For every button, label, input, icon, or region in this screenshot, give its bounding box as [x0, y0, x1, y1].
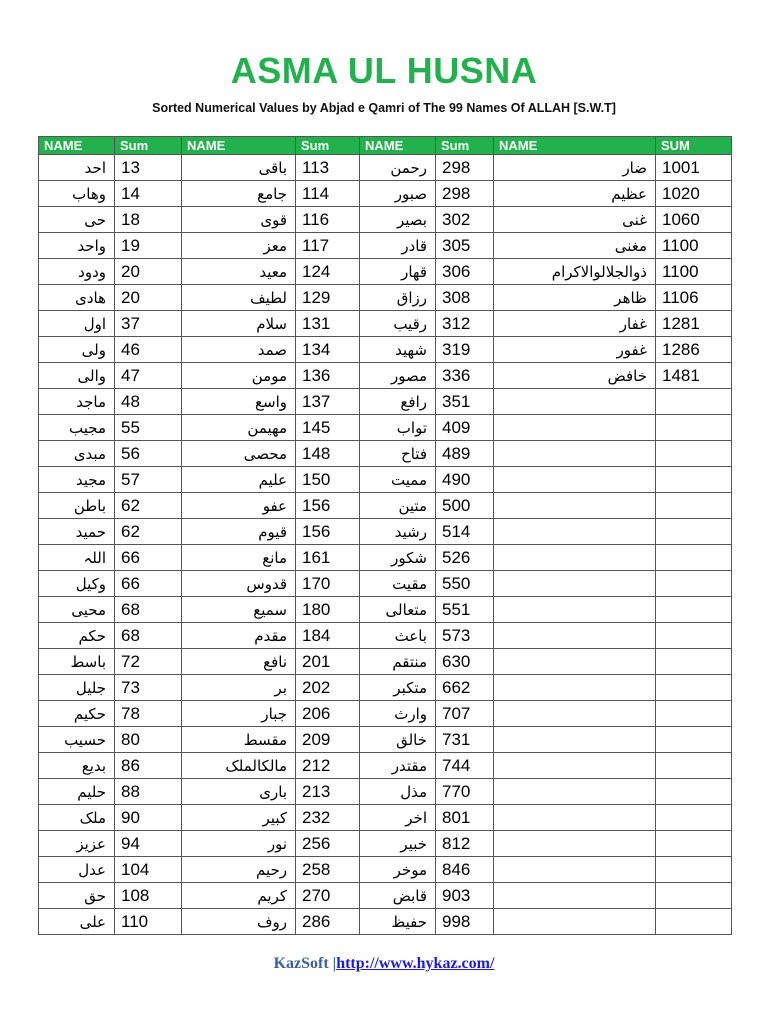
name-cell: اللہ	[39, 545, 115, 571]
name-cell: قوی	[182, 207, 296, 233]
sum-cell	[656, 467, 732, 493]
sum-cell: 998	[436, 909, 494, 935]
header-sum-1: Sum	[115, 137, 182, 155]
name-cell: محیی	[39, 597, 115, 623]
name-cell: سلام	[182, 311, 296, 337]
table-row	[39, 519, 732, 545]
header-sum-3: Sum	[436, 137, 494, 155]
sum-cell: 136	[296, 363, 360, 389]
name-cell: مالکالملک	[182, 753, 296, 779]
sum-cell: 212	[296, 753, 360, 779]
sum-cell: 134	[296, 337, 360, 363]
table-row	[39, 311, 732, 337]
name-cell	[494, 701, 656, 727]
sum-cell: 161	[296, 545, 360, 571]
name-cell: جامع	[182, 181, 296, 207]
name-cell: بر	[182, 675, 296, 701]
name-cell: نافع	[182, 649, 296, 675]
table-row	[39, 493, 732, 519]
sum-cell: 286	[296, 909, 360, 935]
name-cell: ظاهر	[494, 285, 656, 311]
name-cell: محصی	[182, 441, 296, 467]
sum-cell: 72	[115, 649, 182, 675]
sum-cell	[656, 857, 732, 883]
table-row	[39, 233, 732, 259]
name-cell: عزیز	[39, 831, 115, 857]
name-cell	[494, 493, 656, 519]
name-cell: مانع	[182, 545, 296, 571]
name-cell: باطن	[39, 493, 115, 519]
name-cell: بصیر	[360, 207, 436, 233]
name-cell: ودود	[39, 259, 115, 285]
sum-cell: 490	[436, 467, 494, 493]
sum-cell: 209	[296, 727, 360, 753]
sum-cell	[656, 831, 732, 857]
footer-brand: KazSoft |	[273, 955, 337, 972]
sum-cell	[656, 519, 732, 545]
name-cell: مجیب	[39, 415, 115, 441]
sum-cell: 202	[296, 675, 360, 701]
sum-cell	[656, 753, 732, 779]
name-cell: والی	[39, 363, 115, 389]
table-row	[39, 155, 732, 181]
table-row	[39, 649, 732, 675]
name-cell: حلیم	[39, 779, 115, 805]
name-cell: وارث	[360, 701, 436, 727]
name-cell	[494, 415, 656, 441]
sum-cell: 156	[296, 493, 360, 519]
name-cell: حق	[39, 883, 115, 909]
name-cell	[494, 519, 656, 545]
name-cell: مقتدر	[360, 753, 436, 779]
sum-cell: 201	[296, 649, 360, 675]
name-cell: قابض	[360, 883, 436, 909]
name-cell: مقسط	[182, 727, 296, 753]
name-cell: معید	[182, 259, 296, 285]
table-row	[39, 831, 732, 857]
sum-cell: 62	[115, 519, 182, 545]
table-row	[39, 623, 732, 649]
name-cell: شکور	[360, 545, 436, 571]
sum-cell: 114	[296, 181, 360, 207]
table-row	[39, 389, 732, 415]
name-cell: نور	[182, 831, 296, 857]
sum-cell: 124	[296, 259, 360, 285]
name-cell: ضار	[494, 155, 656, 181]
name-cell: احد	[39, 155, 115, 181]
sum-cell: 1100	[656, 233, 732, 259]
sum-cell: 630	[436, 649, 494, 675]
header-name-1: NAME	[39, 137, 115, 155]
sum-cell: 18	[115, 207, 182, 233]
name-cell: صبور	[360, 181, 436, 207]
name-cell: عفو	[182, 493, 296, 519]
sum-cell: 551	[436, 597, 494, 623]
name-cell: قادر	[360, 233, 436, 259]
table-body	[39, 155, 732, 935]
name-cell: فتاح	[360, 441, 436, 467]
sum-cell: 20	[115, 259, 182, 285]
sum-cell: 88	[115, 779, 182, 805]
sum-cell: 298	[436, 155, 494, 181]
name-cell: مومن	[182, 363, 296, 389]
sum-cell: 145	[296, 415, 360, 441]
table-row	[39, 883, 732, 909]
table-row	[39, 415, 732, 441]
name-cell: اخر	[360, 805, 436, 831]
name-cell: مقدم	[182, 623, 296, 649]
name-cell: مهیمن	[182, 415, 296, 441]
name-cell: رزاق	[360, 285, 436, 311]
table-row	[39, 805, 732, 831]
name-cell: رشید	[360, 519, 436, 545]
sum-cell: 13	[115, 155, 182, 181]
sum-cell	[656, 701, 732, 727]
sum-cell	[656, 597, 732, 623]
sum-cell: 68	[115, 597, 182, 623]
sum-cell	[656, 571, 732, 597]
table-row	[39, 259, 732, 285]
name-cell	[494, 805, 656, 831]
sum-cell: 308	[436, 285, 494, 311]
sum-cell: 137	[296, 389, 360, 415]
name-cell: حکم	[39, 623, 115, 649]
sum-cell: 500	[436, 493, 494, 519]
table-row	[39, 467, 732, 493]
sum-cell: 1001	[656, 155, 732, 181]
table-row	[39, 701, 732, 727]
table-row	[39, 571, 732, 597]
name-cell: معز	[182, 233, 296, 259]
name-cell: واسع	[182, 389, 296, 415]
name-cell: ملک	[39, 805, 115, 831]
name-cell	[494, 727, 656, 753]
header-name-2: NAME	[182, 137, 296, 155]
name-cell: حی	[39, 207, 115, 233]
sum-cell: 110	[115, 909, 182, 935]
name-cell	[494, 571, 656, 597]
table-header-row	[39, 137, 732, 155]
name-cell	[494, 909, 656, 935]
name-cell: هادی	[39, 285, 115, 311]
table-row	[39, 779, 732, 805]
sum-cell: 117	[296, 233, 360, 259]
name-cell: کبیر	[182, 805, 296, 831]
table-row	[39, 363, 732, 389]
sum-cell: 409	[436, 415, 494, 441]
table-row	[39, 909, 732, 935]
sum-cell	[656, 389, 732, 415]
table-row	[39, 857, 732, 883]
name-cell: رحیم	[182, 857, 296, 883]
sum-cell	[656, 779, 732, 805]
name-cell: مقیت	[360, 571, 436, 597]
table-row	[39, 545, 732, 571]
table-row	[39, 337, 732, 363]
name-cell: حسیب	[39, 727, 115, 753]
sum-cell: 298	[436, 181, 494, 207]
name-cell: وهاب	[39, 181, 115, 207]
name-cell: جلیل	[39, 675, 115, 701]
sum-cell: 336	[436, 363, 494, 389]
table-row	[39, 675, 732, 701]
name-cell: مصور	[360, 363, 436, 389]
sum-cell: 131	[296, 311, 360, 337]
name-cell: قهار	[360, 259, 436, 285]
sum-cell: 1100	[656, 259, 732, 285]
name-cell: وکیل	[39, 571, 115, 597]
name-cell	[494, 857, 656, 883]
sum-cell	[656, 883, 732, 909]
sum-cell	[656, 441, 732, 467]
name-cell: بدیع	[39, 753, 115, 779]
sum-cell	[656, 805, 732, 831]
sum-cell: 37	[115, 311, 182, 337]
name-cell	[494, 467, 656, 493]
name-cell: روف	[182, 909, 296, 935]
sum-cell: 306	[436, 259, 494, 285]
name-cell: عدل	[39, 857, 115, 883]
sum-cell: 302	[436, 207, 494, 233]
name-cell	[494, 753, 656, 779]
name-cell: لطیف	[182, 285, 296, 311]
sum-cell: 770	[436, 779, 494, 805]
name-cell: باری	[182, 779, 296, 805]
sum-cell: 550	[436, 571, 494, 597]
sum-cell: 47	[115, 363, 182, 389]
sum-cell: 108	[115, 883, 182, 909]
sum-cell: 66	[115, 571, 182, 597]
sum-cell: 55	[115, 415, 182, 441]
sum-cell: 19	[115, 233, 182, 259]
sum-cell: 526	[436, 545, 494, 571]
header-sum-2: Sum	[296, 137, 360, 155]
table-row	[39, 753, 732, 779]
name-cell: متعالی	[360, 597, 436, 623]
sum-cell: 1481	[656, 363, 732, 389]
name-cell: حکیم	[39, 701, 115, 727]
sum-cell: 662	[436, 675, 494, 701]
name-cell	[494, 649, 656, 675]
name-cell: مغنی	[494, 233, 656, 259]
sum-cell: 707	[436, 701, 494, 727]
header-sum-4: SUM	[656, 137, 732, 155]
sum-cell: 156	[296, 519, 360, 545]
name-cell	[494, 675, 656, 701]
sum-cell: 14	[115, 181, 182, 207]
sum-cell: 150	[296, 467, 360, 493]
sum-cell: 573	[436, 623, 494, 649]
name-cell: قیوم	[182, 519, 296, 545]
name-cell: مبدی	[39, 441, 115, 467]
sum-cell: 258	[296, 857, 360, 883]
sum-cell: 206	[296, 701, 360, 727]
sum-cell: 351	[436, 389, 494, 415]
sum-cell: 256	[296, 831, 360, 857]
name-cell	[494, 831, 656, 857]
name-cell: سمیع	[182, 597, 296, 623]
sum-cell: 846	[436, 857, 494, 883]
table-row	[39, 441, 732, 467]
sum-cell: 48	[115, 389, 182, 415]
name-cell: متین	[360, 493, 436, 519]
sum-cell: 148	[296, 441, 360, 467]
sum-cell: 903	[436, 883, 494, 909]
sum-cell: 514	[436, 519, 494, 545]
sum-cell: 116	[296, 207, 360, 233]
page-subtitle: Sorted Numerical Values by Abjad e Qamri of The 99 Names Of ALLAH [S.W.T]	[152, 101, 616, 115]
sum-cell: 184	[296, 623, 360, 649]
sum-cell: 1020	[656, 181, 732, 207]
name-cell: غنی	[494, 207, 656, 233]
name-cell: عظیم	[494, 181, 656, 207]
sum-cell: 232	[296, 805, 360, 831]
sum-cell: 213	[296, 779, 360, 805]
sum-cell: 170	[296, 571, 360, 597]
sum-cell: 270	[296, 883, 360, 909]
name-cell: حمید	[39, 519, 115, 545]
name-cell: صمد	[182, 337, 296, 363]
sum-cell: 104	[115, 857, 182, 883]
name-cell: رقیب	[360, 311, 436, 337]
sum-cell: 312	[436, 311, 494, 337]
name-cell: کریم	[182, 883, 296, 909]
sum-cell	[656, 545, 732, 571]
sum-cell: 731	[436, 727, 494, 753]
table-row	[39, 285, 732, 311]
sum-cell: 57	[115, 467, 182, 493]
sum-cell: 1106	[656, 285, 732, 311]
header-name-4: NAME	[494, 137, 656, 155]
name-cell: باقی	[182, 155, 296, 181]
sum-cell: 90	[115, 805, 182, 831]
name-cell: خالق	[360, 727, 436, 753]
sum-cell: 20	[115, 285, 182, 311]
sum-cell: 180	[296, 597, 360, 623]
name-cell: ولی	[39, 337, 115, 363]
name-cell: حفیظ	[360, 909, 436, 935]
name-cell: غفور	[494, 337, 656, 363]
name-cell: خبیر	[360, 831, 436, 857]
name-cell: متکبر	[360, 675, 436, 701]
table-row	[39, 727, 732, 753]
name-cell: موخر	[360, 857, 436, 883]
sum-cell: 66	[115, 545, 182, 571]
footer	[0, 955, 768, 973]
sum-cell: 94	[115, 831, 182, 857]
sum-cell: 78	[115, 701, 182, 727]
sum-cell: 62	[115, 493, 182, 519]
name-cell	[494, 545, 656, 571]
sum-cell: 68	[115, 623, 182, 649]
sum-cell	[656, 415, 732, 441]
name-cell: واحد	[39, 233, 115, 259]
name-cell: جبار	[182, 701, 296, 727]
name-cell: مجید	[39, 467, 115, 493]
name-cell: شهید	[360, 337, 436, 363]
name-cell: ماجد	[39, 389, 115, 415]
sum-cell: 80	[115, 727, 182, 753]
sum-cell	[656, 623, 732, 649]
sum-cell: 489	[436, 441, 494, 467]
footer-link[interactable]: http://www.hykaz.com/	[336, 955, 495, 972]
sum-cell: 113	[296, 155, 360, 181]
name-cell: اول	[39, 311, 115, 337]
name-cell: منتقم	[360, 649, 436, 675]
sum-cell	[656, 727, 732, 753]
sum-cell: 1286	[656, 337, 732, 363]
name-cell	[494, 441, 656, 467]
sum-cell: 801	[436, 805, 494, 831]
name-cell: تواب	[360, 415, 436, 441]
name-cell	[494, 389, 656, 415]
names-table	[38, 136, 732, 935]
sum-cell: 319	[436, 337, 494, 363]
sum-cell: 46	[115, 337, 182, 363]
name-cell: مذل	[360, 779, 436, 805]
sum-cell	[656, 493, 732, 519]
name-cell: علیم	[182, 467, 296, 493]
sum-cell: 305	[436, 233, 494, 259]
sum-cell: 86	[115, 753, 182, 779]
sum-cell: 812	[436, 831, 494, 857]
sum-cell: 129	[296, 285, 360, 311]
name-cell	[494, 597, 656, 623]
name-cell	[494, 623, 656, 649]
table-row	[39, 181, 732, 207]
name-cell: رحمن	[360, 155, 436, 181]
name-cell: قدوس	[182, 571, 296, 597]
sum-cell: 1281	[656, 311, 732, 337]
table-row	[39, 207, 732, 233]
name-cell: ذوالجلالوالاکرام	[494, 259, 656, 285]
sum-cell	[656, 649, 732, 675]
sum-cell: 56	[115, 441, 182, 467]
sum-cell	[656, 909, 732, 935]
header-name-3: NAME	[360, 137, 436, 155]
name-cell: رافع	[360, 389, 436, 415]
page-title: ASMA UL HUSNA	[230, 50, 538, 91]
name-cell: علی	[39, 909, 115, 935]
table-row	[39, 597, 732, 623]
name-cell: غفار	[494, 311, 656, 337]
name-cell	[494, 779, 656, 805]
sum-cell: 73	[115, 675, 182, 701]
name-cell: خافض	[494, 363, 656, 389]
sum-cell: 1060	[656, 207, 732, 233]
name-cell: ممیت	[360, 467, 436, 493]
sum-cell: 744	[436, 753, 494, 779]
name-cell: باعث	[360, 623, 436, 649]
sum-cell	[656, 675, 732, 701]
name-cell: باسط	[39, 649, 115, 675]
name-cell	[494, 883, 656, 909]
